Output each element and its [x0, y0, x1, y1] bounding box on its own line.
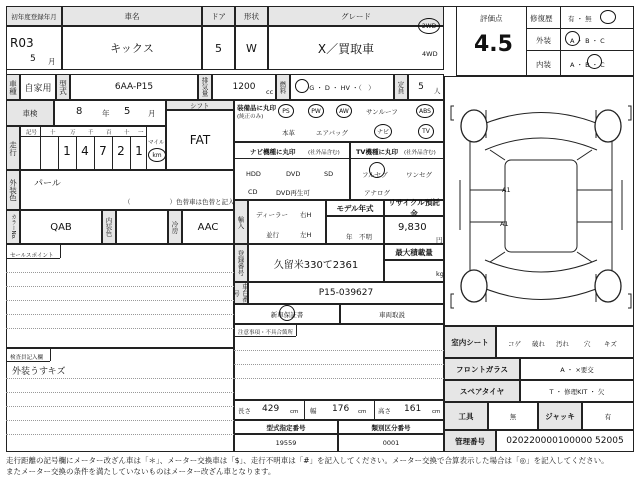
inspection-label: 車検	[6, 100, 54, 126]
equipment-leather: 本革	[282, 129, 295, 137]
import-parallel: 並行	[266, 231, 279, 239]
displacement-label: 排気量	[198, 74, 212, 100]
exterior-color-value: パール	[34, 179, 61, 189]
score-label: 評価点	[480, 14, 503, 23]
inspection-year-unit: 年	[102, 109, 110, 118]
type-spec-value: 19559	[234, 434, 338, 452]
recycle-label: リサイクル預託金	[384, 200, 444, 216]
mileage-digit: 2	[117, 144, 125, 158]
mileage-unit-6: 一	[138, 130, 144, 136]
fuel-options: G ・ D ・ HV ・（ ）	[290, 74, 394, 100]
mileage-digit: 1	[63, 144, 71, 158]
equipment-sunroof: サンルーフ	[366, 108, 398, 116]
mileage-unit-5: 十	[124, 130, 130, 136]
tools-label: 工具	[444, 402, 488, 430]
shape-value: W	[235, 26, 268, 70]
management-label: 管理番号	[444, 430, 496, 452]
front-glass-options: A ・ ×要交	[520, 358, 634, 380]
color-code-label: カラーNo.	[6, 210, 20, 244]
drive-2wd-circled: 2WD	[418, 18, 440, 34]
mileage-digit: 1	[135, 144, 143, 158]
interior-seat-label: 室内シート	[444, 326, 496, 358]
import-cell	[248, 200, 326, 244]
shift-value: FAT	[166, 110, 234, 170]
inspection-year: 8	[76, 106, 83, 117]
width-unit: cm	[358, 409, 367, 415]
grade-label: グレード	[268, 6, 444, 26]
length-value: 429	[262, 404, 280, 414]
score-value: 4.5	[474, 32, 513, 57]
color-code-value: QAB	[20, 210, 102, 244]
category-value: 0001	[338, 434, 444, 452]
max-load-cell	[384, 260, 444, 282]
mileage-unit-4: 百	[106, 130, 112, 136]
doors-label: ドア	[202, 6, 235, 26]
displacement-unit: cc	[266, 88, 274, 96]
mileage-record-label: 記号	[26, 130, 38, 136]
model-value: 6AA-P15	[70, 74, 198, 100]
jack-label: ジャッキ	[538, 402, 582, 430]
nav-sd: SD	[324, 170, 334, 178]
warranty-circle	[279, 305, 295, 321]
tv-analog: アナログ	[364, 189, 390, 197]
capacity-value: 5	[408, 74, 444, 100]
grade-value: X／買取車	[268, 26, 444, 70]
fuel-gasoline-circle	[295, 79, 309, 93]
repair-options: 有 ・ 無	[568, 15, 592, 23]
chassis-value: P15-039627	[248, 282, 444, 304]
model-year-label: モデル年式	[326, 200, 384, 216]
interior-grade-options: A ・ B ・ C	[570, 61, 605, 69]
registration-value: 久留米330て2361	[248, 244, 384, 282]
name-label: 車名	[62, 6, 202, 26]
equipment-pw-circled: PW	[308, 104, 324, 118]
mileage-digits	[58, 144, 148, 158]
shift-label: シフト	[190, 102, 210, 110]
model-label: 型式	[56, 74, 70, 100]
inspection-month-unit: 月	[148, 109, 156, 118]
registration-label: 登録番号	[234, 244, 248, 282]
manual-doc: 車両取説	[340, 304, 444, 324]
nav-dvd: DVD	[286, 170, 301, 178]
type-spec-label: 型式指定番号	[234, 420, 338, 434]
repair-label: 修復歴	[530, 14, 553, 23]
height-value: 161	[404, 404, 422, 414]
mileage-unit-2: 万	[70, 130, 76, 136]
shape-label: 形状	[235, 6, 268, 26]
damage-mark-1: A1	[502, 186, 511, 194]
nav-type-title: ナビ機種に丸印	[250, 148, 296, 156]
sales-point-label: セールスポイント	[10, 253, 54, 259]
mileage-label: 走行	[6, 126, 20, 170]
notes-label: 注意事項・不具合箇所	[238, 330, 294, 336]
spare-tire-options: T ・ 修理KIT ・ 欠	[520, 380, 634, 402]
tools-value: 無	[488, 402, 538, 430]
management-value: 020220000100000 52005	[496, 430, 634, 452]
exterior-color-label: 外装色	[6, 170, 20, 210]
max-load-label: 最大積載量	[384, 244, 444, 260]
equipment-tv-circled: TV	[418, 124, 434, 139]
first-reg-label: 初年度登録年月	[6, 6, 62, 26]
nav-cd: CD	[248, 188, 258, 196]
nav-type-sub: (社外品含む)	[308, 150, 340, 156]
interior-color-label: 内装色	[102, 210, 116, 244]
mileage-unit-km-circled: km	[148, 148, 166, 162]
tv-type-sub: (社外品含む)	[404, 150, 436, 156]
mileage-unit-3: 千	[88, 130, 94, 136]
width-label: 幅	[310, 407, 317, 415]
repair-none-circle	[600, 10, 616, 24]
ac-value: AAC	[182, 210, 234, 244]
first-reg-era-year: R03	[10, 36, 34, 50]
width-value: 176	[332, 404, 350, 414]
import-right-hand: 右H	[300, 211, 312, 219]
tv-type-title: TV機種に丸印	[356, 148, 398, 156]
fuel-label: 燃料	[276, 74, 290, 100]
use-value: 自家用	[20, 74, 56, 100]
import-label: 輸入	[234, 200, 248, 244]
seat-burn: コゲ	[508, 340, 521, 348]
tv-fullseg-circle	[369, 162, 385, 178]
recycle-unit: 円	[436, 236, 443, 244]
first-reg-month: 5	[30, 54, 36, 64]
nav-hdd: HDD	[246, 170, 261, 178]
equipment-aw-circled: AW	[336, 104, 352, 118]
footnote-line-1: 走行距離の記号欄にメーター改ざん車は「＊」、メーター交換車は「$」、走行不明車は「#」を記入してください。メーター交換で合算表示した場合は「◎」を記入してください。	[6, 456, 609, 465]
warranty-doc: 新車保証書	[234, 304, 340, 324]
category-label: 類別区分番号	[338, 420, 444, 434]
length-unit: cm	[290, 409, 299, 415]
seat-hole: 穴	[584, 340, 591, 348]
import-dealer: ディーラー	[256, 211, 288, 219]
sales-point-area	[6, 244, 234, 348]
drive-4wd: 4WD	[422, 50, 438, 58]
height-label: 高さ	[378, 407, 391, 415]
damage-mark-2: A1	[500, 220, 509, 228]
mileage-unit-mile: マイル	[148, 140, 165, 146]
height-unit: cm	[432, 409, 441, 415]
mileage-digit: 7	[99, 144, 107, 158]
use-label: 車種	[6, 74, 20, 100]
equipment-abs-circled: ABS	[416, 104, 434, 118]
displacement-value: 1200	[212, 74, 276, 100]
front-glass-label: フロントガラス	[444, 358, 520, 380]
doors-value: 5	[202, 26, 235, 70]
length-label: 長さ	[238, 407, 251, 415]
car-damage-diagram	[450, 90, 632, 322]
ac-label: 冷房	[168, 210, 182, 244]
max-load-unit: kg	[436, 270, 444, 278]
model-year-value: 年 不明	[346, 233, 372, 241]
seat-tear: 破れ	[532, 340, 545, 348]
interior-b-circle	[587, 54, 602, 69]
exterior-a-circle	[565, 31, 580, 46]
name-value: キックス	[62, 26, 202, 70]
import-left-hand: 左H	[300, 231, 312, 239]
footnote-line-2: またメーター交換の条件を満たしていないものはメーター改ざん車となります。	[6, 467, 276, 476]
chassis-label: 車台番号	[232, 283, 249, 303]
equipment-ps-circled: PS	[278, 104, 294, 118]
jack-value: 有	[582, 402, 634, 430]
seat-stain: 汚れ	[556, 340, 569, 348]
recycle-value: 9,830	[398, 222, 427, 233]
inspector-value: 外装うすキズ	[12, 367, 66, 377]
equipment-title: 装備品に丸印	[237, 104, 276, 112]
tv-oneseg: ワンセグ	[406, 171, 432, 179]
equipment-sub: (純正のみ)	[237, 114, 264, 120]
capacity-label: 定員	[394, 74, 408, 100]
mileage-digit: 4	[81, 144, 89, 158]
interior-color-value	[116, 210, 168, 244]
inspection-month: 5	[124, 106, 131, 117]
nav-dvd-play: DVD再生可	[276, 189, 310, 197]
inspector-label: 検査員記入欄	[10, 355, 44, 361]
interior-grade-label: 内装	[536, 60, 551, 69]
exterior-color-note: （ ）色替車は色替と記入	[124, 198, 235, 206]
spare-tire-label: スペアタイヤ	[444, 380, 520, 402]
tv-fullseg: フルセグ	[362, 171, 388, 179]
seat-scratch: キズ	[604, 340, 617, 348]
capacity-unit: 人	[434, 87, 441, 95]
equipment-airbag: エアバッグ	[316, 129, 348, 137]
first-reg-month-unit: 月	[48, 57, 56, 66]
exterior-grade-options: A ・ B ・ C	[570, 37, 605, 45]
exterior-grade-label: 外装	[536, 36, 551, 45]
equipment-nav-circled: ナビ	[374, 124, 392, 139]
mileage-unit-1: 十	[50, 130, 56, 136]
